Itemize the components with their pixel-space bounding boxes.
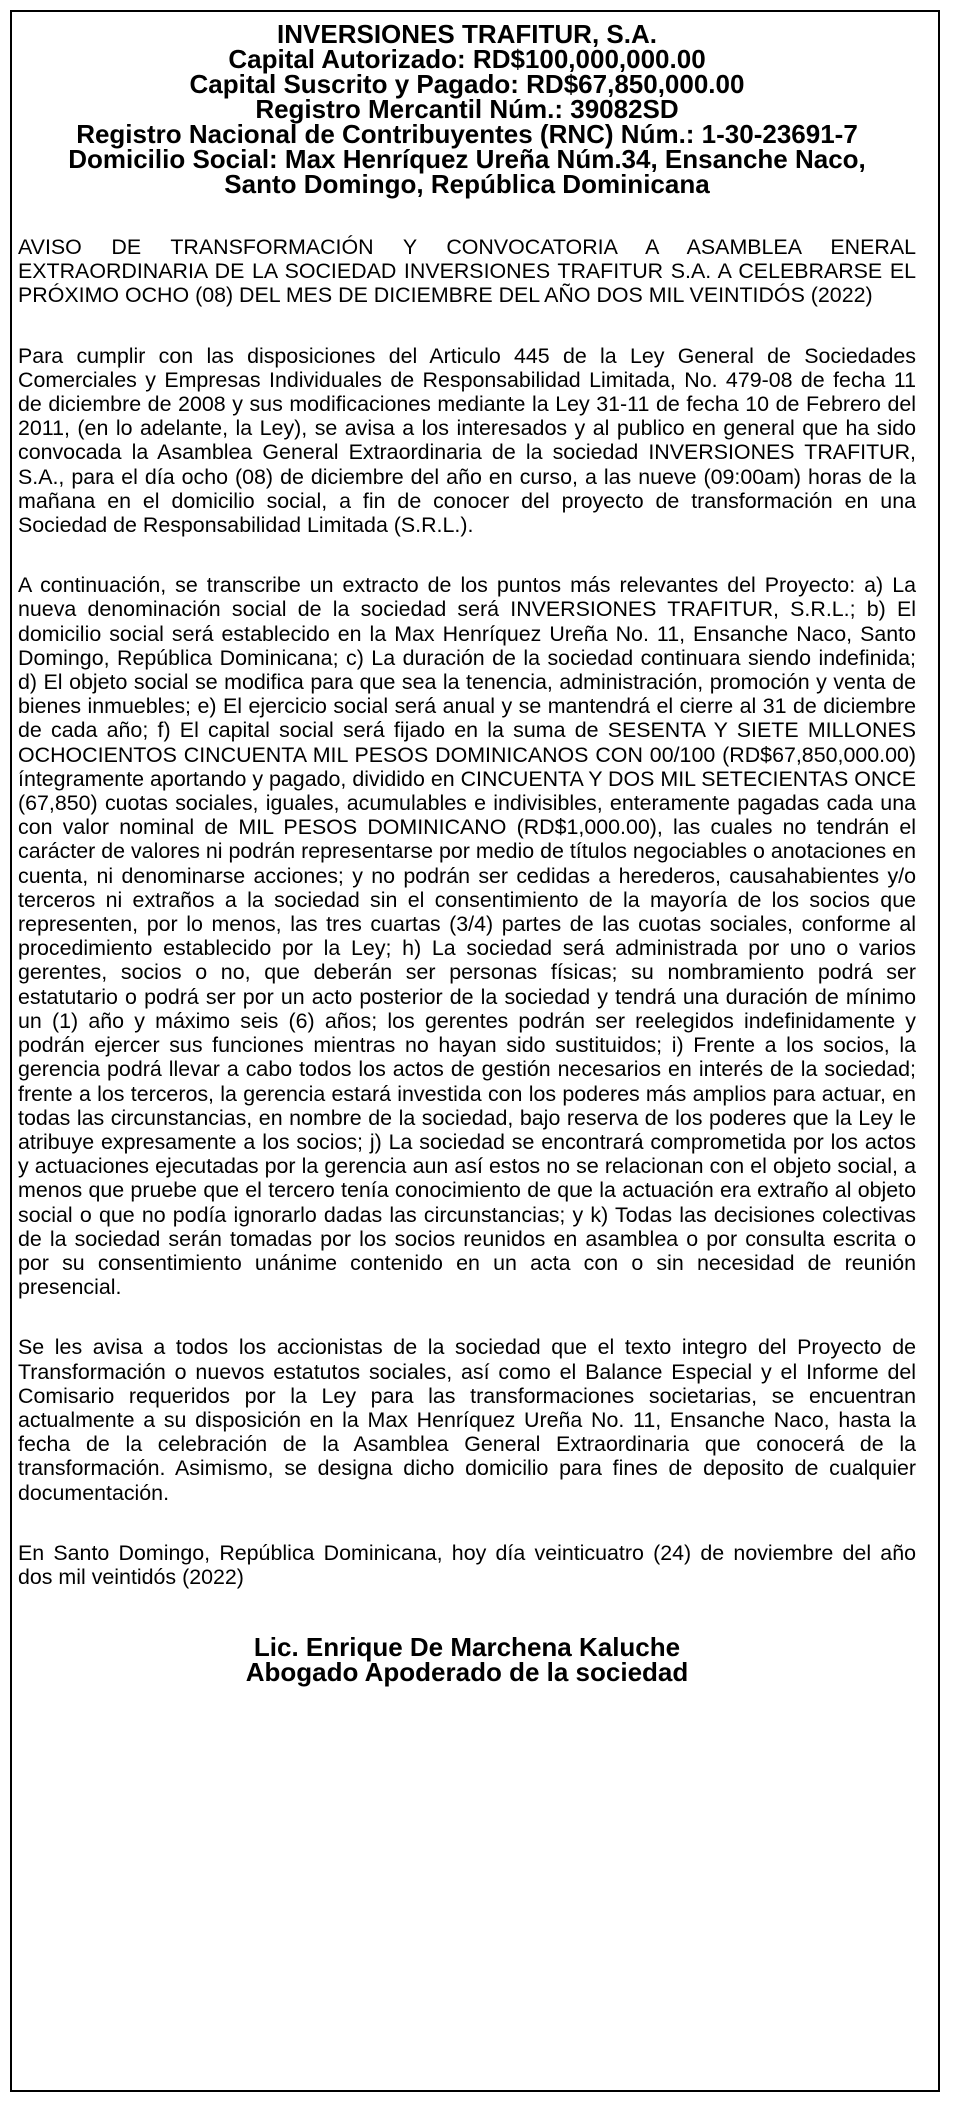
signature-block [18, 1632, 916, 1688]
company-header [18, 19, 916, 199]
paragraph-place-date: En Santo Domingo, República Dominicana, hoy día veinticuatro (24) de noviembre del año dos mil veintidós (2022) [18, 1540, 916, 1589]
subscribed-capital: Capital Suscrito y Pagado: RD$67,850,000.00 [189, 69, 745, 99]
company-name: INVERSIONES TRAFITUR, S.A. [277, 19, 657, 49]
paragraph-convocation: Para cumplir con las disposiciones del Articulo 445 de la Ley General de Sociedades Comerciales y Empresas Individuales de Responsabilidad Limitada, No. 479-08 de fecha 11 de diciembre de 2008 y sus modificaciones mediante la Ley 31-11 de fecha 10 de Febrero del 2011, (en lo adelante, la Ley), se avisa a los interesados y al publico en general que ha sido convocada la Asamblea General Extraordinaria de la sociedad INVERSIONES TRAFITUR, S.A., para el día ocho (08) de diciembre del año en curso, a las nueve (09:00am) horas de la mañana en el domicilio social, a fin de conocer del proyecto de transformación en una Sociedad de Responsabilidad Limitada (S.R.L.). [18, 343, 916, 538]
paragraph-documents-availability: Se les avisa a todos los accionistas de la sociedad que el texto integro del Proyecto de Transformación o nuevos estatutos sociales, así como el Balance Especial y el Informe del Comisario requeridos por la Ley para las transformaciones societarias, se encuentran actualmente a su disposición en la Max Henríquez Ureña No. 11, Ensanche Naco, hasta la fecha de la celebración de la Asamblea General Extraordinaria que conocerá de la transformación. Asimismo, se designa dicho domicilio para fines de deposito de cualquier documentación. [18, 1335, 916, 1505]
signatory-name: Lic. Enrique De Marchena Kaluche [253, 1632, 681, 1663]
authorized-capital: Capital Autorizado: RD$100,000,000.00 [228, 44, 706, 74]
paragraph-project-extract: A continuación, se transcribe un extracto de los puntos más relevantes del Proyecto: a) La nueva denominación social de la sociedad será INVERSIONES TRAFITUR, S.R.L.; b) El domicilio social será establecido en la Max Henríquez Ureña No. 11, Ensanche Naco, Santo Domingo, República Dominicana; c) La duración de la sociedad continuara siendo indefinida; d) El objeto social se modifica para que sea la tenencia, administración, promoción y venta de bienes inmuebles; e) El ejercicio social será anual y se mantendrá el cierre al 31 de diciembre de cada año; f) El capital social será fijado en la suma de SESENTA Y SIETE MILLONES OCHOCIENTOS CINCUENTA MIL PESOS DOMINICANOS CON 00/100 (RD$67,850,000.00) íntegramente aportando y pagado, dividido en CINCUENTA Y DOS MIL SETECIENTAS ONCE (67,850) cuotas sociales, iguales, acumulables e indivisibles, enteramente pagadas cada una con valor nominal de MIL PESOS DOMINICANO (RD$1,000.00), las cuales no tendrán el carácter de valores ni podrán representarse por medio de títulos negociables o anotaciones en cuenta, ni denominarse acciones; y no podrán ser cedidas a herederos, causahabientes y/o terceros ni extraños a la sociedad sin el consentimiento de la mayoría de los socios que representen, por lo menos, las tres cuartas (3/4) partes de las cuotas sociales, conforme al procedimiento establecido por la Ley; h) La sociedad será administrada por uno o varios gerentes, socios o no, que deberán ser personas físicas; su nombramiento podrá ser estatutario o podrá ser por un acto posterior de la sociedad y tendrá una duración de mínimo un (1) año y máximo seis (6) años; los gerentes podrán ser reelegidos indefinidamente y podrán ejercer sus funciones mientras no hayan sido sustituidos; i) Frente a los socios, la gerencia podrá llevar a cabo todos los actos de gestión necesarios en interés de la sociedad; frente a los terceros, la gerencia estará investida con los poderes más amplios para actuar, en todas las circunstancias, en nombre de la sociedad, bajo reserva de los poderes que la Ley le atribuye expresamente a los socios; j) La sociedad se encontrará comprometida por los actos y actuaciones ejecutadas por la gerencia aun así estos no se relacionan con el objeto social, a menos que pruebe que el tercero tenía conocimiento de que la actuación era extraño al objeto social o que no podía ignorarlo dadas las circunstancias; y k) Todas las decisiones colectivas de la sociedad serán tomadas por los socios reunidos en asamblea o por consulta escrita o por su consentimiento unánime contenido en un acta con o sin necesidad de reunión presencial. [18, 573, 916, 1300]
legal-notice [18, 19, 916, 1688]
signatory-role: Abogado Apoderado de la sociedad [245, 1657, 689, 1688]
commercial-registry: Registro Mercantil Núm.: 39082SD [255, 94, 679, 124]
notice-title: AVISO DE TRANSFORMACIÓN Y CONVOCATORIA A ASAMBLEA ENERAL EXTRAORDINARIA DE LA SOCIEDAD INVERSIONES TRAFITUR S.A. A CELEBRARSE EL PRÓXIMO OCHO (08) DEL MES DE DICIEMBRE DEL AÑO DOS MIL VEINTIDÓS (2022) [18, 235, 916, 308]
registered-address-line-2: Santo Domingo, República Dominicana [224, 169, 710, 199]
rnc-number: Registro Nacional de Contribuyentes (RNC) Núm.: 1-30-23691-7 [76, 119, 858, 149]
registered-address-line-1: Domicilio Social: Max Henríquez Ureña Núm.34, Ensanche Naco, [68, 144, 866, 174]
